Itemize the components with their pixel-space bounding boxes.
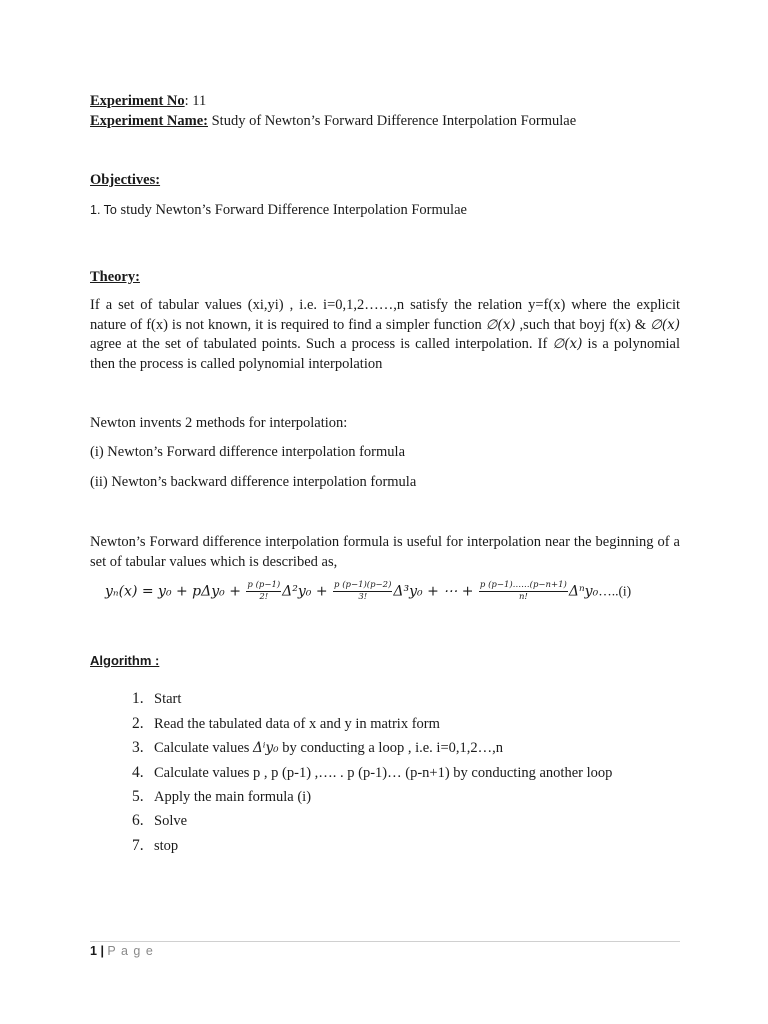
theory-paragraph-3: Newton’s Forward difference interpolation formula is useful for interpolation near the beginning of a set of tabular values which is described as, bbox=[90, 534, 680, 570]
step-number: 2. bbox=[132, 715, 144, 732]
algorithm-step bbox=[132, 715, 440, 733]
algorithm-step bbox=[132, 739, 503, 757]
algorithm-heading: Algorithm : bbox=[90, 653, 160, 668]
experiment-name-line bbox=[90, 113, 576, 130]
step-number: 7. bbox=[132, 837, 144, 854]
formula-fraction-3 bbox=[479, 580, 568, 603]
formula-term-2: Δ³y₀ + ⋯ + bbox=[393, 583, 478, 600]
step-text: Read the tabulated data of x and y in matrix form bbox=[154, 716, 440, 732]
fraction-1-numerator: p (p−1) bbox=[247, 580, 281, 590]
objective-item-text: study Newton’s Forward Difference Interpolation Formulae bbox=[116, 202, 467, 218]
phi-x-symbol: ∅(x) bbox=[650, 316, 680, 333]
method-item-2: (ii) Newton’s backward difference interpolation formula bbox=[90, 474, 417, 490]
theory-p1-part-d: is a polynomial then the process is called polynomial interpolation bbox=[90, 336, 680, 372]
experiment-number-value: : 11 bbox=[184, 93, 207, 109]
theory-p1-part-c: agree at the set of tabulated points. Such a process is called interpolation. If bbox=[90, 336, 553, 353]
step-number: 5. bbox=[132, 788, 144, 805]
formula-term-3: Δⁿy₀ bbox=[568, 583, 599, 600]
formula-fraction-2 bbox=[333, 580, 392, 603]
footer-divider bbox=[90, 941, 680, 942]
experiment-number-line bbox=[90, 93, 206, 110]
step-text: Calculate values bbox=[154, 740, 254, 756]
phi-x-symbol: ∅(x) bbox=[485, 316, 516, 333]
step-text: stop bbox=[154, 838, 179, 854]
phi-x-symbol: ∅(x) bbox=[552, 336, 583, 353]
formula-fraction-1 bbox=[246, 580, 281, 603]
step-number: 3. bbox=[132, 739, 144, 756]
step-text: Start bbox=[154, 691, 182, 707]
algorithm-step bbox=[132, 764, 612, 782]
formula-tag: …..(i) bbox=[598, 583, 632, 599]
theory-paragraph-1 bbox=[90, 296, 680, 374]
theory-paragraph-2: Newton invents 2 methods for interpolation: bbox=[90, 415, 348, 431]
algorithm-step bbox=[132, 788, 311, 806]
theory-p1-part-b: ,such that boyj f(x) & bbox=[515, 316, 651, 333]
formula-lhs: yₙ(x) = y₀ + pΔy₀ + bbox=[105, 583, 246, 600]
page-number: 1 bbox=[90, 944, 97, 958]
step-text: Calculate values p , p (p-1) ,…. . p (p-1)… (p-n+1) by conducting another loop bbox=[154, 765, 613, 781]
algorithm-step bbox=[132, 837, 178, 855]
theory-p1-part-a: If a set of tabular values (xi,yi) , i.e. i=0,1,2……,n satisfy the relation y=f(x) where the explicit nature of f(x) is not known, it is required to find a simpler function bbox=[90, 297, 680, 333]
step-number: 1. bbox=[132, 690, 144, 707]
theory-heading: Theory: bbox=[90, 269, 140, 285]
page-label: P a g e bbox=[107, 944, 154, 958]
newton-forward-formula bbox=[105, 580, 665, 614]
algorithm-step bbox=[132, 690, 181, 708]
method-item-1: (i) Newton’s Forward difference interpolation formula bbox=[90, 444, 406, 460]
objectives-heading: Objectives: bbox=[90, 172, 161, 188]
experiment-name-label: Experiment Name: bbox=[90, 113, 208, 129]
experiment-name-value: Study of Newton’s Forward Difference Interpolation Formulae bbox=[207, 113, 577, 129]
step-text: Apply the main formula (i) bbox=[154, 789, 312, 805]
fraction-2-numerator: p (p−1)(p−2) bbox=[334, 580, 392, 590]
step-text: by conducting a loop , i.e. i=0,1,2…,n bbox=[278, 740, 504, 756]
delta-symbol: Δⁱy₀ bbox=[253, 740, 279, 756]
objective-item-prefix: 1. To bbox=[90, 203, 117, 217]
step-number: 4. bbox=[132, 764, 144, 781]
step-text: Solve bbox=[154, 813, 188, 829]
objective-item bbox=[90, 202, 467, 219]
page-footer bbox=[90, 944, 154, 958]
fraction-2-denominator: 3! bbox=[358, 592, 368, 602]
fraction-3-numerator: p (p−1)……(p−n+1) bbox=[479, 580, 567, 590]
algorithm-step bbox=[132, 812, 187, 830]
fraction-1-denominator: 2! bbox=[259, 592, 269, 602]
formula-term-1: Δ²y₀ + bbox=[282, 583, 333, 600]
step-number: 6. bbox=[132, 812, 144, 829]
experiment-number-label: Experiment No bbox=[90, 93, 185, 109]
fraction-3-denominator: n! bbox=[518, 592, 528, 602]
page-separator: | bbox=[100, 944, 104, 958]
